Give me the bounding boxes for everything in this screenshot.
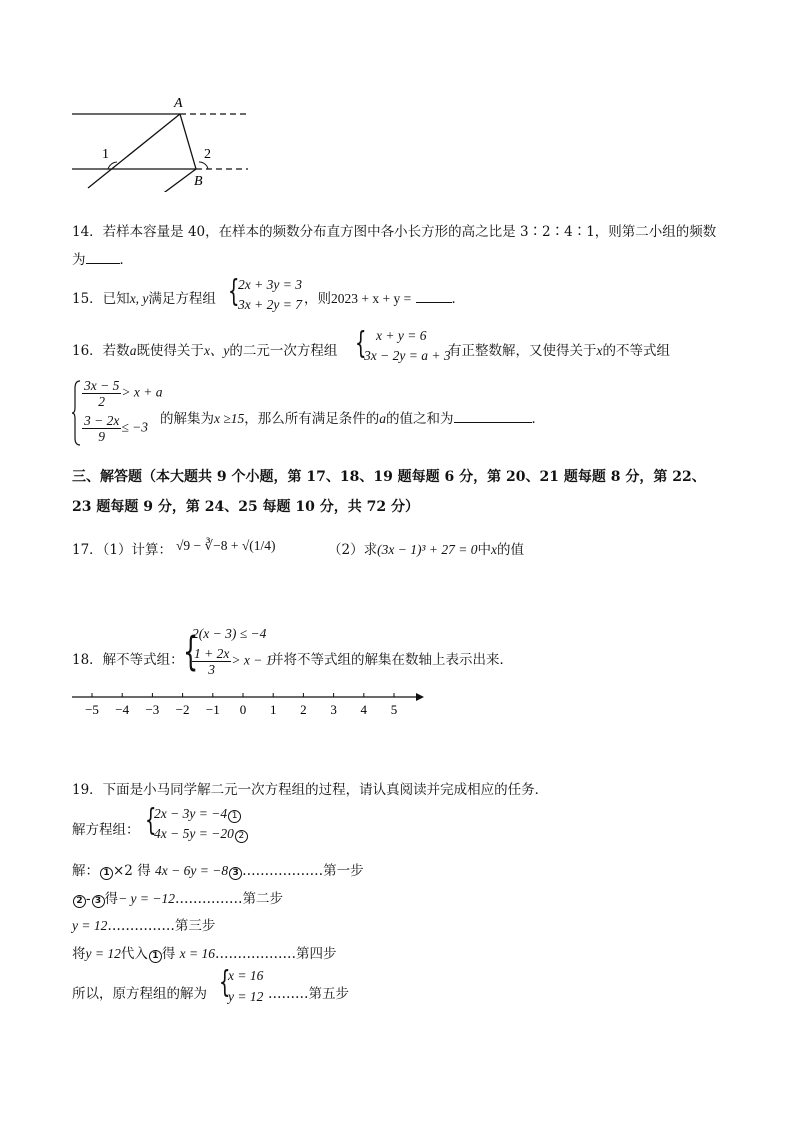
q16-eq1: x + y = 6 xyxy=(376,328,427,343)
axis-tick-label: −2 xyxy=(175,702,190,717)
axis-tick-label: 5 xyxy=(390,702,398,717)
section3-heading-line1: 三、解答题（本大题共 9 个小题，第 17、18、19 题每题 6 分，第 20、21 题每题 8 分，第 22、 xyxy=(72,469,706,485)
axis-tick-label: −4 xyxy=(115,702,130,717)
q19-sol1: x = 16 xyxy=(228,968,264,983)
q19-step5: 所以，原方程组的解为 xyxy=(72,986,207,1002)
q19-eq1: 2x − 3y = −4 1 xyxy=(154,806,241,823)
q14-answer-blank[interactable] xyxy=(86,263,120,264)
q16-answer-blank[interactable] xyxy=(454,422,532,423)
parallel-lines-figure xyxy=(68,92,258,192)
label-1: 1 xyxy=(102,147,109,162)
q19-step2: 2 - 3 得− y = −12……………第二步 xyxy=(72,887,283,908)
q15-tail: ，则2023 + x + y = ． xyxy=(304,291,466,307)
q19-step3: y = 12……………第三步 xyxy=(72,918,216,934)
axis-tick-label: −1 xyxy=(205,702,220,717)
q17-part1-label: 17．（1）计算： xyxy=(72,542,173,558)
label-B: B xyxy=(194,174,203,189)
q16-line1: 16．若数a既使得关于x、y的二元一次方程组 xyxy=(72,343,338,359)
q15-answer-blank[interactable] xyxy=(416,302,452,303)
q15-eq1: 2x + 3y = 3 xyxy=(238,277,302,292)
q16-eq2: 3x − 2y = a + 3 xyxy=(364,348,451,363)
q18-ineq1: 2(x − 3) ≤ −4 xyxy=(192,626,267,641)
q19-step4: 将y = 12代入 1 得 x = 16………………第四步 xyxy=(72,946,337,962)
q16-ineq1: $\frac{3x - 5}{2}$ > x + a xyxy=(84,378,163,409)
axis-tick-label: 4 xyxy=(360,702,368,717)
q19-step5-tail: ………第五步 xyxy=(268,986,349,1002)
q19-sol2: y = 12 xyxy=(228,989,264,1004)
label-A: A xyxy=(174,96,183,111)
q19-sol-brace: { xyxy=(219,965,231,1000)
q16-ineq2: $\frac{3 - 2x}{9}$ ≤ −3 xyxy=(84,413,149,444)
q14-line2: 为 ． xyxy=(72,252,133,268)
q16-inequality-brace xyxy=(72,380,82,450)
q19-eq2: 4x − 5y = −20 2 xyxy=(154,826,248,843)
q18-brace: { xyxy=(183,629,199,675)
section3-heading-line2: 23 题每题 9 分，第 24、25 每题 10 分，共 72 分） xyxy=(72,499,420,515)
q18-prefix: 18．解不等式组： xyxy=(72,652,184,668)
q19-system-label: 解方程组： xyxy=(72,822,140,838)
axis-tick-label: −3 xyxy=(145,702,160,717)
q15: 15．已知x, y满足方程组 xyxy=(72,291,216,307)
q18-suffix: 并将不等式组的解集在数轴上表示出来． xyxy=(270,652,513,668)
q17-expr1: √9 − ∛−8 + √(1/4) xyxy=(176,538,276,553)
axis-tick-label: 3 xyxy=(330,702,337,717)
label-2: 2 xyxy=(204,147,211,162)
axis-tick-label: 0 xyxy=(239,702,247,717)
q16-system-brace: { xyxy=(355,326,367,361)
q19-step1: 解： 1 ×2 得 4x − 6y = −8 3 ………………第一步 xyxy=(72,863,364,879)
q16-line1-tail: 有正整数解，又使得关于x的不等式组 xyxy=(448,343,670,359)
q19-intro: 19．下面是小马同学解二元一次方程组的过程，请认真阅读并完成相应的任务． xyxy=(72,782,549,798)
q18-ineq2: $\frac{1 + 2x}{3}$ > x − 1 xyxy=(194,646,273,677)
axis-tick-label: 2 xyxy=(300,702,307,717)
q15-eq2: 3x + 2y = 7 xyxy=(238,297,302,312)
axis-tick-label: 1 xyxy=(269,702,277,717)
q19-brace: { xyxy=(145,803,157,838)
number-line xyxy=(70,688,430,722)
q17-part2: （2）求(3x − 1)³ + 27 = 0中x的值 xyxy=(328,542,524,558)
q15-brace: { xyxy=(228,274,240,309)
q14-line1: 14．若样本容量是 40，在样本的频数分布直方图中各小长方形的高之比是 3∶2∶4∶1，则第二小组的频数 xyxy=(72,224,717,240)
axis-tick-label: −5 xyxy=(85,702,99,717)
q16-line2: 的解集为x ≥15，那么所有满足条件的a的值之和为 ． xyxy=(160,411,546,427)
